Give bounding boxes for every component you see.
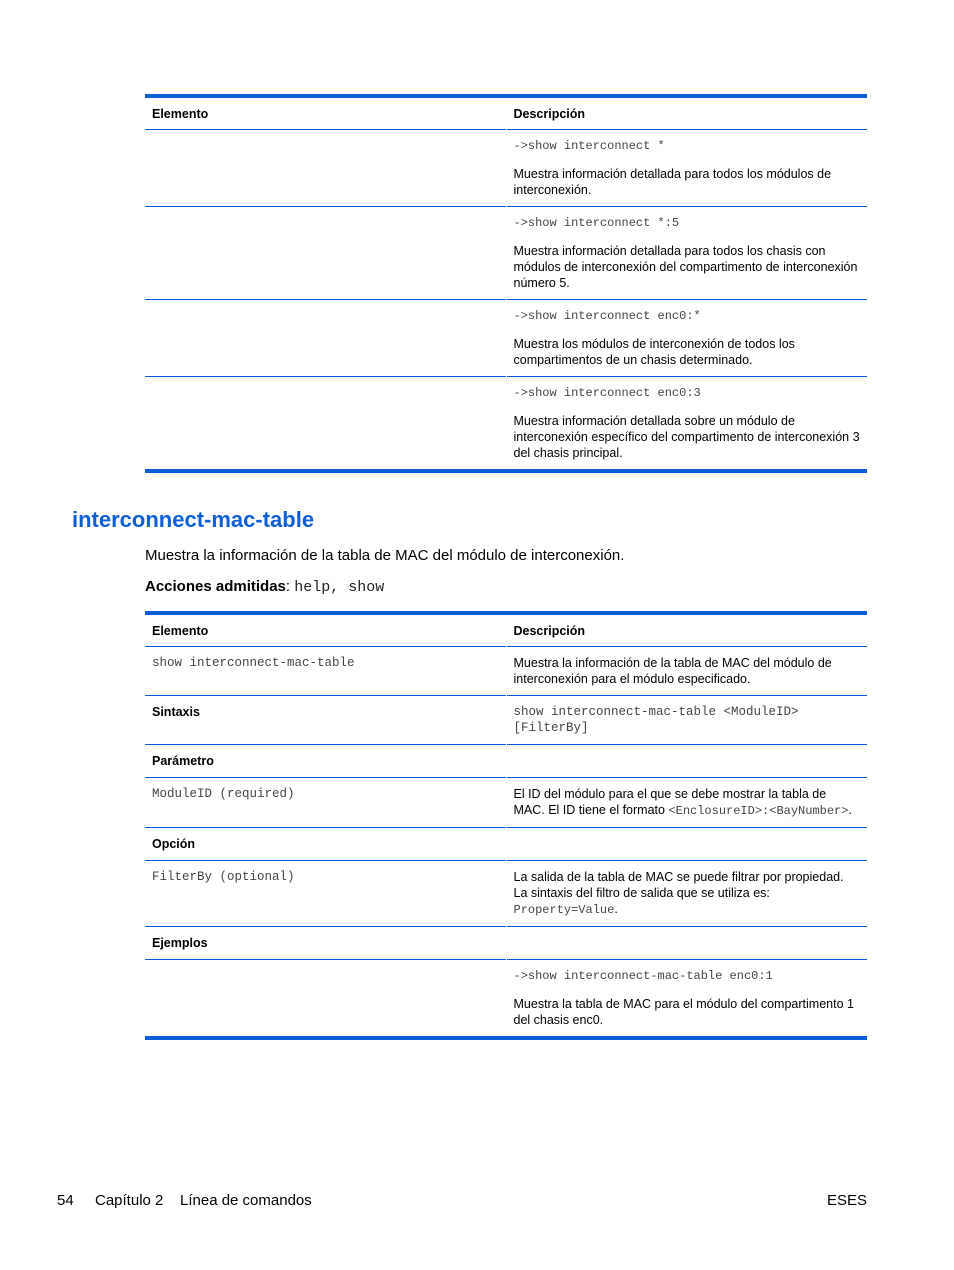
table-row-option-heading <box>145 828 867 861</box>
column-header-descripcion: Descripción <box>506 613 867 647</box>
example-description-cell <box>506 960 867 1039</box>
examples-label: Ejemplos <box>152 936 208 950</box>
column-header-elemento: Elemento <box>152 624 209 638</box>
command-description: Muestra información detallada para todos los chasis con módulos de interconexión del compartimento de interconexión número 5. <box>513 244 858 290</box>
element-cell <box>145 207 506 300</box>
option-name: FilterBy (optional) <box>152 870 295 884</box>
empty-cell <box>506 927 867 960</box>
mac-table-commands <box>145 611 867 1040</box>
description-cell <box>506 207 867 300</box>
table-header-row <box>145 96 867 130</box>
command-description: Muestra los módulos de interconexión de todos los compartimentos de un chasis determinado. <box>513 337 795 367</box>
command-example: ->show interconnect enc0:* <box>513 309 701 323</box>
command-example: ->show interconnect *:5 <box>513 216 680 230</box>
syntax-value: show interconnect-mac-table <ModuleID> [FilterBy] <box>506 696 867 745</box>
element-cell <box>145 377 506 472</box>
commands-table-1 <box>145 94 867 473</box>
option-format: Property=Value <box>513 903 615 917</box>
empty-cell <box>506 828 867 861</box>
example-description: Muestra la tabla de MAC para el módulo del compartimento 1 del chasis enc0. <box>513 997 854 1027</box>
table-row <box>145 130 867 207</box>
description-cell <box>506 130 867 207</box>
parameter-desc-end: . <box>848 803 852 817</box>
syntax-label: Sintaxis <box>152 705 200 719</box>
column-header-descripcion: Descripción <box>506 96 867 130</box>
actions-separator: : <box>285 578 295 595</box>
parameter-name: ModuleID (required) <box>152 787 295 801</box>
supported-actions <box>145 578 384 596</box>
element-cell <box>145 300 506 377</box>
element-cell <box>145 960 506 1039</box>
page-number: 54 <box>57 1192 74 1209</box>
actions-label: Acciones admitidas <box>145 578 286 595</box>
column-header-elemento: Elemento <box>152 107 209 121</box>
table-row-parameter-heading <box>145 745 867 778</box>
command-example: ->show interconnect * <box>513 139 665 153</box>
parameter-desc-text: El ID del módulo para el que se debe mostrar la tabla de MAC. El ID tiene el formato <box>513 787 827 817</box>
table-row-command <box>145 647 867 696</box>
command-name: show interconnect-mac-table <box>152 656 355 670</box>
table-row <box>145 377 867 472</box>
chapter-title: Línea de comandos <box>180 1192 312 1209</box>
empty-cell <box>506 745 867 778</box>
section-intro: Muestra la información de la tabla de MAC del módulo de interconexión. <box>145 547 625 564</box>
table-row-option <box>145 861 867 927</box>
parameter-description <box>506 778 867 828</box>
section-title: interconnect-mac-table <box>72 507 315 532</box>
option-desc-end: . <box>614 902 618 916</box>
element-cell <box>145 130 506 207</box>
option-description <box>506 861 867 927</box>
command-description: Muestra la información de la tabla de MAC del módulo de interconexión para el módulo especificado. <box>506 647 867 696</box>
option-desc-text: La salida de la tabla de MAC se puede filtrar por propiedad. La sintaxis del filtro de salida que se utiliza es: <box>513 870 844 900</box>
table-row <box>145 300 867 377</box>
command-description: Muestra información detallada sobre un módulo de interconexión específico del compartimento de interconexión 3 del chasis principal. <box>513 414 860 460</box>
table-row-parameter <box>145 778 867 828</box>
parameter-label: Parámetro <box>152 754 214 768</box>
table-row-syntax <box>145 696 867 745</box>
table-row-examples-heading <box>145 927 867 960</box>
command-example: ->show interconnect-mac-table enc0:1 <box>513 969 773 983</box>
table-row-example <box>145 960 867 1039</box>
chapter-label: Capítulo 2 <box>95 1192 164 1209</box>
command-example: ->show interconnect enc0:3 <box>513 386 701 400</box>
command-description: Muestra información detallada para todos los módulos de interconexión. <box>513 167 832 197</box>
table-header-row <box>145 613 867 647</box>
option-label: Opción <box>152 837 196 851</box>
description-cell <box>506 300 867 377</box>
language-code: ESES <box>826 1192 867 1209</box>
parameter-format: <EnclosureID>:<BayNumber> <box>668 804 849 818</box>
description-cell <box>506 377 867 472</box>
actions-values: help, show <box>294 579 385 596</box>
table-row <box>145 207 867 300</box>
